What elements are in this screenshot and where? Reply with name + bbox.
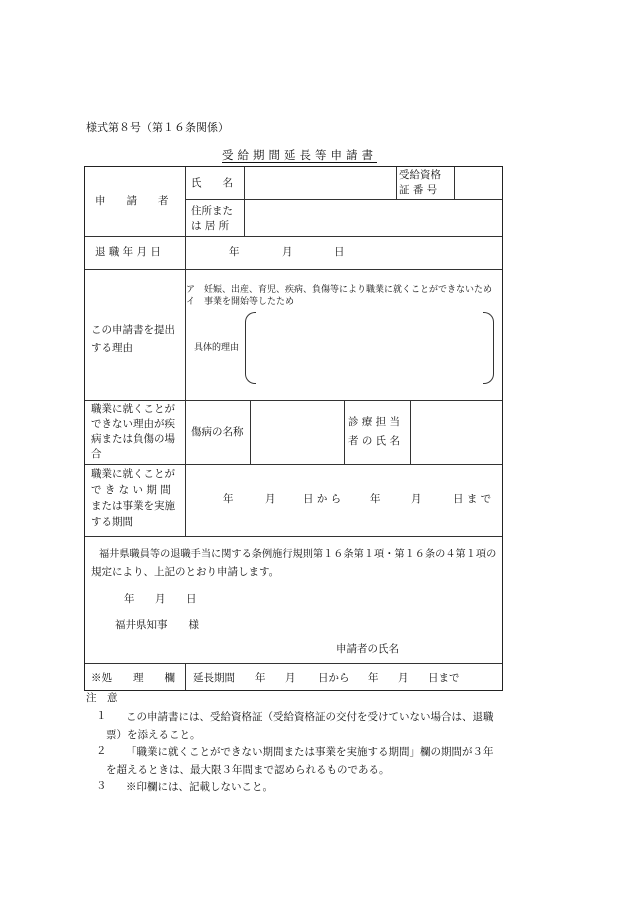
column-divider	[244, 167, 245, 236]
notes-heading: 注 意	[86, 692, 118, 704]
statement-line-1: 福井県職員等の退職手当に関する条例施行規則第１６条第１項・第１６条の４第１項の	[99, 549, 497, 560]
application-year-unit: 年	[124, 593, 135, 605]
cert-label-line-1: 受給資格	[399, 169, 441, 181]
applicant-name-label: 申請者の氏名	[336, 643, 399, 655]
period-from-year-unit: 年	[223, 493, 234, 505]
illness-label-line-2: できない理由が疾	[91, 418, 175, 430]
period-to-year-unit: 年	[370, 493, 381, 505]
reason-option-a[interactable]: ア 妊娠、出産、育児、疾病、負傷等により職業に就くことができないため	[186, 285, 493, 295]
row-divider	[85, 236, 502, 237]
retirement-day-unit: 日	[334, 246, 345, 258]
note-1: この申請書には、受給資格証（受給資格証の交付を受けていない場合は、退職票）を添えること。	[106, 711, 494, 742]
note-2: 「職業に就くことができない期間または事業を実施する期間」欄の期間が３年を超えるときは、最大限３年間まで認められるものである。	[106, 746, 494, 777]
office-use-label: ※処 理 欄	[91, 672, 175, 684]
cert-label-line-2: 証 番 号	[399, 184, 438, 196]
form-number: 様式第８号（第１６条関係）	[86, 121, 229, 134]
doctor-label-line-2: 者 の 氏 名	[348, 435, 401, 447]
column-divider	[185, 167, 186, 536]
extension-period-label: 延長期間	[193, 672, 235, 684]
specific-reason-label: 具体的理由	[194, 343, 240, 353]
note-1-number: １	[96, 710, 107, 722]
row-divider	[85, 269, 502, 270]
period-label-line-3: または事業を実施	[91, 500, 175, 512]
extension-from-month-unit: 月	[285, 672, 296, 684]
retirement-date-label: 退 職 年 月 日	[95, 246, 161, 258]
row-divider	[85, 464, 502, 465]
disease-name-label: 傷病の名称	[191, 426, 244, 438]
extension-to-year-unit: 年	[368, 672, 379, 684]
extension-from-year-unit: 年	[255, 672, 266, 684]
document-title: 受給期間延長等申請書	[222, 148, 377, 162]
period-label-line-1: 職業に就くことが	[91, 468, 175, 480]
reason-label-line-2: する理由	[91, 342, 133, 354]
address-label-line-1: 住所また	[191, 205, 233, 217]
name-label: 氏 名	[191, 177, 233, 189]
illness-label-line-1: 職業に就くことが	[91, 403, 175, 415]
right-bracket	[483, 312, 494, 384]
period-label-line-4: する期間	[91, 516, 133, 528]
period-from-day-unit: 日 か ら	[303, 493, 342, 505]
period-to-day-unit: 日 ま で	[453, 493, 492, 505]
extension-from-day-unit: 日から	[318, 672, 350, 684]
column-divider	[250, 400, 251, 464]
statement-line-2: 規定により、上記のとおり申請します。	[91, 566, 280, 578]
retirement-month-unit: 月	[282, 246, 293, 258]
address-label-line-2: は 居 所	[191, 220, 230, 232]
retirement-year-unit: 年	[229, 246, 240, 258]
note-3: ※印欄には、記載しないこと。	[126, 781, 273, 793]
doctor-label-line-1: 診 療 担 当	[348, 416, 401, 428]
period-to-month-unit: 月	[411, 493, 422, 505]
reason-label-line-1: この申請書を提出	[91, 324, 175, 336]
note-2-number: ２	[96, 745, 107, 757]
left-bracket	[245, 312, 256, 384]
illness-label-line-4: 合	[91, 448, 102, 460]
application-month-unit: 月	[155, 593, 166, 605]
illness-label-line-3: 病または負傷の場	[91, 433, 175, 445]
row-divider	[85, 663, 502, 664]
extension-to-month-unit: 月	[398, 672, 409, 684]
column-divider	[410, 400, 411, 464]
period-label-line-2: で き な い 期 間	[91, 484, 171, 496]
row-divider	[85, 536, 502, 537]
application-form-table	[84, 166, 503, 691]
application-day-unit: 日	[186, 593, 197, 605]
row-divider	[185, 199, 502, 200]
column-divider	[185, 663, 186, 690]
period-from-month-unit: 月	[265, 493, 276, 505]
column-divider	[454, 167, 455, 199]
extension-to-day-unit: 日まで	[428, 672, 460, 684]
column-divider	[396, 167, 397, 199]
column-divider	[344, 400, 345, 464]
reason-option-i[interactable]: イ 事業を開始等したため	[186, 297, 295, 307]
note-3-number: ３	[96, 780, 107, 792]
applicant-label: 申 請 者	[95, 195, 169, 207]
addressee: 福井県知事 様	[115, 619, 199, 631]
